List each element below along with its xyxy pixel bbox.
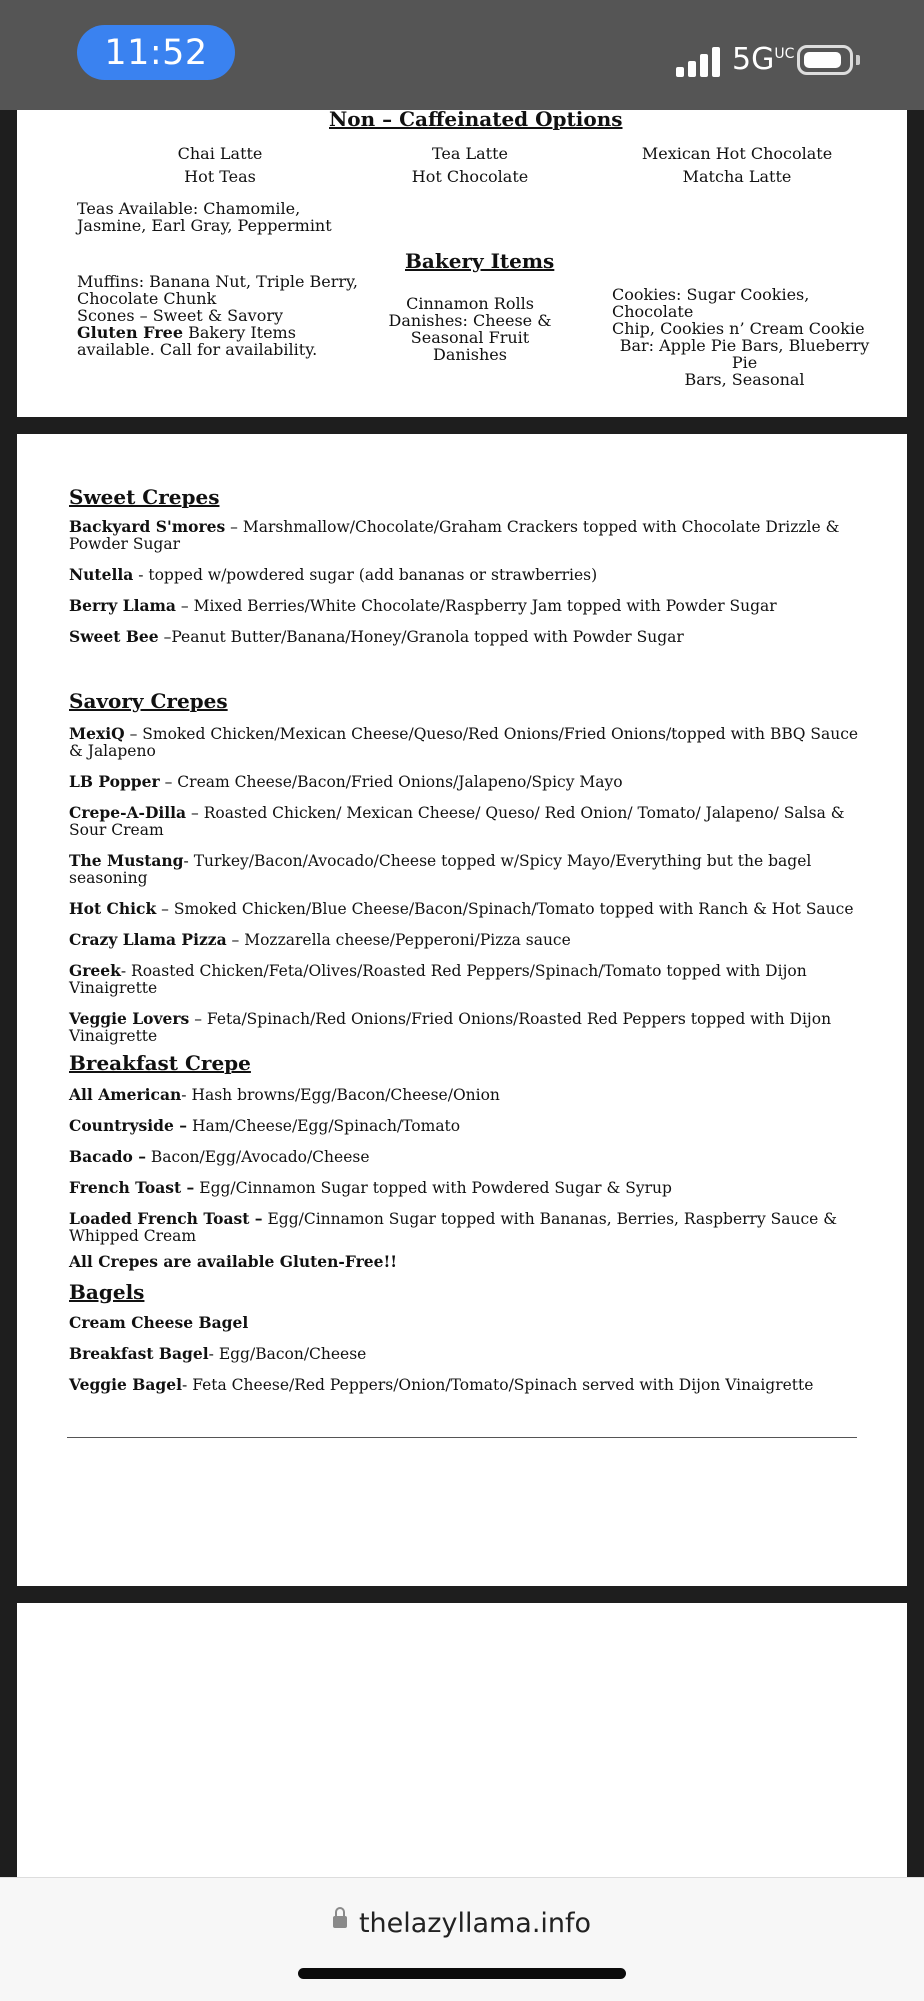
non-caff-col-3: Mexican Hot Chocolate Matcha Latte bbox=[641, 144, 833, 186]
menu-item bbox=[69, 1210, 859, 1245]
menu-item bbox=[69, 931, 859, 949]
menu-item-name: Crepe-A-Dilla bbox=[69, 803, 187, 822]
menu-item-name: Loaded French Toast – bbox=[69, 1209, 263, 1228]
menu-item-description: Marshmallow/Chocolate/Graham Crackers topped with Chocolate Drizzle & Powder Sugar bbox=[69, 518, 840, 553]
menu-item-description: Egg/Cinnamon Sugar topped with Powdered Sugar & Syrup bbox=[199, 1179, 672, 1197]
bakery-left-col: Muffins: Banana Nut, Triple Berry, Chocolate Chunk Scones – Sweet & Savory Gluten Free Bakery Items available. Call for availability. bbox=[77, 272, 359, 359]
sweet-crepes-list bbox=[69, 518, 859, 659]
menu-item-description: topped w/powdered sugar (add bananas or strawberries) bbox=[148, 566, 598, 584]
network-indicator: $5G^{UC}$ bbox=[732, 42, 795, 77]
non-caff-col-2: Tea Latte Hot Chocolate bbox=[411, 144, 529, 186]
menu-item-separator: - bbox=[133, 566, 149, 584]
menu-item-separator: – bbox=[226, 931, 245, 949]
menu-item-name: The Mustang bbox=[69, 851, 184, 870]
menu-item-name: Nutella bbox=[69, 565, 134, 584]
bakery-center-col: Cinnamon Rolls Danishes: Cheese & Seasonal Fruit Danishes bbox=[388, 294, 552, 364]
menu-item bbox=[69, 597, 859, 615]
menu-item bbox=[69, 1314, 859, 1332]
savory-crepes-list bbox=[69, 725, 859, 1058]
menu-item-separator: – bbox=[225, 518, 243, 536]
menu-item-name: Backyard S'mores bbox=[69, 517, 226, 536]
menu-item-name: LB Popper bbox=[69, 772, 160, 791]
menu-item-name: Veggie Bagel bbox=[69, 1375, 183, 1394]
menu-item bbox=[69, 566, 859, 584]
teas-available-note: Teas Available: Chamomile, Jasmine, Earl Gray, Peppermint bbox=[77, 199, 332, 235]
menu-item bbox=[69, 804, 859, 839]
menu-page-2 bbox=[17, 434, 907, 1586]
menu-item-description: Mixed Berries/White Chocolate/Raspberry Jam topped with Powder Sugar bbox=[193, 597, 777, 615]
menu-item-description: Egg/Bacon/Cheese bbox=[218, 1345, 367, 1363]
bagels-title: Bagels bbox=[69, 1280, 145, 1304]
menu-item-name: Crazy Llama Pizza bbox=[69, 930, 227, 949]
menu-item-name: French Toast – bbox=[69, 1178, 195, 1197]
menu-item bbox=[69, 1148, 859, 1166]
menu-item-name: Bacado – bbox=[69, 1147, 146, 1166]
breakfast-crepe-section bbox=[69, 1051, 859, 1075]
menu-item-description: Smoked Chicken/Blue Cheese/Bacon/Spinach/Tomato topped with Ranch & Hot Sauce bbox=[173, 900, 854, 918]
browser-url-bar[interactable] bbox=[0, 1877, 924, 2001]
gluten-free-note: All Crepes are available Gluten-Free!! bbox=[69, 1252, 398, 1271]
sweet-crepes-section bbox=[69, 485, 859, 509]
menu-item-description: Roasted Chicken/Feta/Olives/Roasted Red Peppers/Spinach/Tomato topped with Dijon Vinaigrette bbox=[69, 962, 807, 997]
menu-item-description: Hash browns/Egg/Bacon/Cheese/Onion bbox=[191, 1086, 500, 1104]
menu-item-name: MexiQ bbox=[69, 724, 125, 743]
menu-item-description: Ham/Cheese/Egg/Spinach/Tomato bbox=[191, 1117, 461, 1135]
menu-item-separator: – bbox=[156, 900, 174, 918]
menu-item bbox=[69, 628, 859, 646]
sweet-crepes-title: Sweet Crepes bbox=[69, 485, 220, 509]
menu-item-description: Turkey/Bacon/Avocado/Cheese topped w/Spicy Mayo/Everything but the bagel seasoning bbox=[69, 852, 812, 887]
lock-icon bbox=[333, 1916, 347, 1928]
bakery-right-col: Cookies: Sugar Cookies, Chocolate Chip, Cookies n’ Cream Cookie Bar: Apple Pie Bars, Blueberry Pie Bars, Seasonal bbox=[612, 285, 870, 389]
menu-item-separator: - bbox=[120, 962, 132, 980]
menu-item-name: Cream Cheese Bagel bbox=[69, 1313, 249, 1332]
menu-item-description: Roasted Chicken/ Mexican Cheese/ Queso/ Red Onion/ Tomato/ Jalapeno/ Salsa & Sour Cream bbox=[69, 804, 845, 839]
menu-item-description: Cream Cheese/Bacon/Fried Onions/Jalapeno/Spicy Mayo bbox=[177, 773, 623, 791]
menu-item bbox=[69, 1179, 859, 1197]
menu-item-separator: - bbox=[183, 852, 194, 870]
menu-item-separator: – bbox=[186, 804, 204, 822]
menu-item bbox=[69, 518, 859, 553]
menu-item-separator: – bbox=[124, 725, 143, 743]
menu-page-1 bbox=[17, 107, 907, 417]
menu-item-name: Berry Llama bbox=[69, 596, 176, 615]
menu-page-3 bbox=[17, 1603, 907, 1877]
menu-item-name: Sweet Bee bbox=[69, 627, 159, 646]
menu-item-separator: – bbox=[159, 773, 178, 791]
menu-item-separator: - bbox=[181, 1086, 192, 1104]
menu-item-separator: - bbox=[208, 1345, 219, 1363]
menu-item-description: Bacon/Egg/Avocado/Cheese bbox=[150, 1148, 370, 1166]
menu-item-name: All American bbox=[69, 1085, 182, 1104]
signal-icon bbox=[676, 47, 724, 77]
menu-item-name: Greek bbox=[69, 961, 121, 980]
menu-item-description: Feta Cheese/Red Peppers/Onion/Tomato/Spinach served with Dijon Vinaigrette bbox=[192, 1376, 814, 1394]
non-caff-col-1: Chai Latte Hot Teas bbox=[177, 144, 263, 186]
menu-item bbox=[69, 1376, 859, 1394]
menu-item bbox=[69, 852, 859, 887]
bagels-section bbox=[69, 1280, 859, 1304]
menu-item-description: Egg/Cinnamon Sugar topped with Bananas, Berries, Raspberry Sauce & Whipped Cream bbox=[69, 1210, 838, 1245]
non-caffeinated-title: Non – Caffeinated Options bbox=[329, 107, 623, 131]
menu-item-separator: – bbox=[175, 597, 194, 615]
menu-item bbox=[69, 725, 859, 760]
savory-crepes-section bbox=[69, 689, 859, 713]
breakfast-crepe-list bbox=[69, 1086, 859, 1258]
bagels-list bbox=[69, 1314, 859, 1407]
status-bar bbox=[0, 0, 924, 110]
bakery-items-title: Bakery Items bbox=[405, 249, 555, 273]
menu-item bbox=[69, 1345, 859, 1363]
menu-item bbox=[69, 962, 859, 997]
menu-item-description: Smoked Chicken/Mexican Cheese/Queso/Red Onions/Fried Onions/topped with BBQ Sauce & Jalapeno bbox=[69, 725, 859, 760]
status-time[interactable]: 11:52 bbox=[77, 25, 235, 80]
menu-item-separator: – bbox=[189, 1010, 207, 1028]
menu-item-name: Hot Chick bbox=[69, 899, 157, 918]
menu-item bbox=[69, 1010, 859, 1045]
divider-line bbox=[67, 1437, 857, 1438]
menu-item-separator: – bbox=[158, 628, 172, 646]
url-display[interactable]: thelazyllama.info bbox=[0, 1908, 924, 1939]
home-indicator[interactable] bbox=[298, 1968, 626, 1979]
menu-item bbox=[69, 1086, 859, 1104]
menu-item bbox=[69, 900, 859, 918]
breakfast-crepe-title: Breakfast Crepe bbox=[69, 1051, 251, 1075]
menu-item-description: Mozzarella cheese/Pepperoni/Pizza sauce bbox=[244, 931, 571, 949]
menu-item-name: Veggie Lovers bbox=[69, 1009, 190, 1028]
savory-crepes-title: Savory Crepes bbox=[69, 689, 228, 713]
menu-item bbox=[69, 773, 859, 791]
battery-icon bbox=[797, 45, 853, 75]
menu-item-description: Feta/Spinach/Red Onions/Fried Onions/Roasted Red Peppers topped with Dijon Vinaigrette bbox=[69, 1010, 832, 1045]
menu-item-description: Peanut Butter/Banana/Honey/Granola topped with Powder Sugar bbox=[171, 628, 684, 646]
battery-tip bbox=[856, 55, 860, 65]
menu-item-separator: - bbox=[182, 1376, 193, 1394]
menu-item bbox=[69, 1117, 859, 1135]
menu-item-name: Breakfast Bagel bbox=[69, 1344, 209, 1363]
menu-item-name: Countryside – bbox=[69, 1116, 188, 1135]
